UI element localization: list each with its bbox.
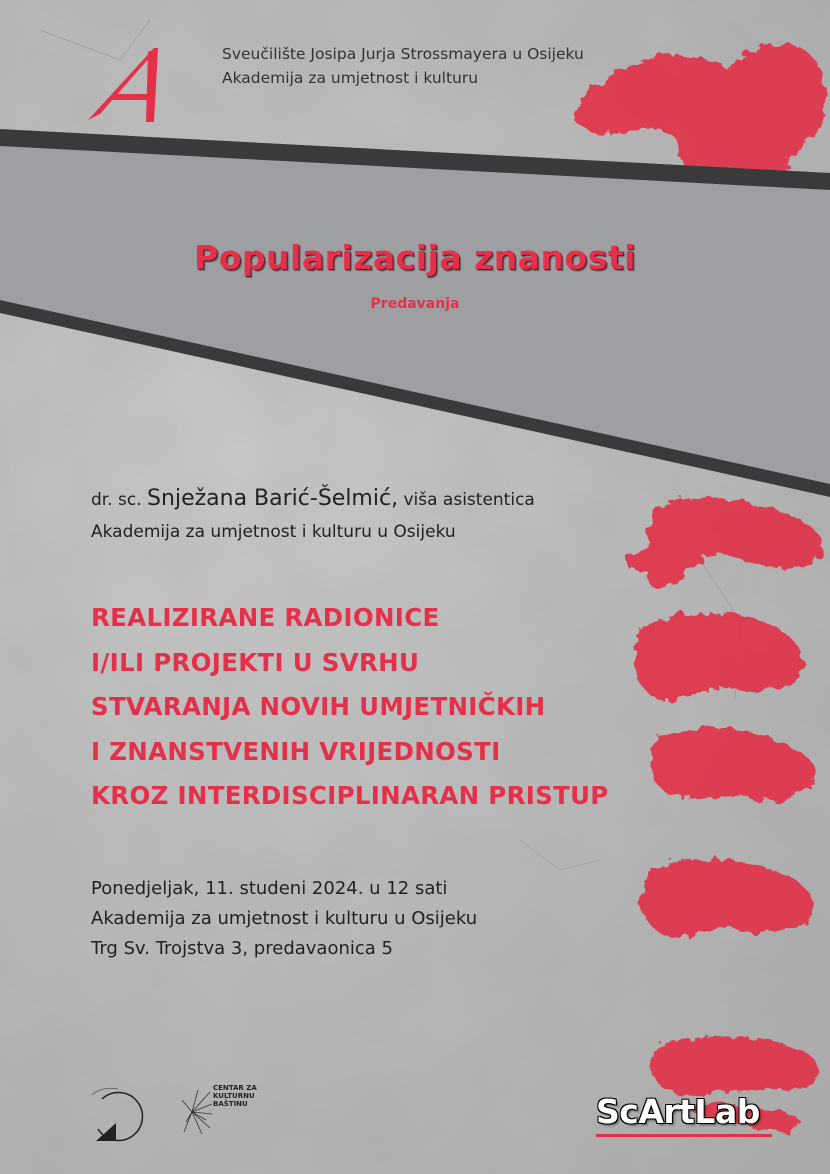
event-date: Ponedjeljak, 11. studeni 2024. u 12 sati [91,878,448,899]
university-name: Sveučilište Josipa Jurja Strossmayera u Osijeku [222,45,584,63]
series-subtitle: Predavanja [370,296,460,312]
circle-logo-icon [88,1085,152,1145]
scartlab-underline [596,1134,772,1137]
speaker-role: viša asistentica [403,490,535,510]
lecture-title-line: KROZ INTERDISCIPLINARAN PRISTUP [91,781,609,810]
academy-logo-icon [86,42,166,124]
series-title: Popularizacija znanosti [194,238,636,277]
lecture-title [91,596,609,819]
ckb-line: BAŠTINU [213,1100,248,1108]
lecture-title-line: REALIZIRANE RADIONICE [91,603,440,632]
institution-header [222,42,584,90]
speaker-name: Snježana Barić-Šelmić, [147,486,399,511]
ckb-logo-text [213,1084,257,1108]
speaker-line [91,486,535,511]
event-details [91,874,477,964]
scartlab-logo: ScArtLab [596,1092,760,1131]
ckb-line: CENTAR ZA [213,1084,257,1092]
ckb-line: KULTURNU [213,1092,255,1100]
academy-name: Akademija za umjetnost i kulturu [222,69,479,87]
lecture-title-line: I ZNANSTVENIH VRIJEDNOSTI [91,736,501,766]
event-venue: Akademija za umjetnost i kulturu u Osijeku [91,908,478,929]
speaker-prefix: dr. sc. [91,490,142,510]
lecture-title-line: I/ILI PROJEKTI U SVRHU [91,647,420,677]
lecture-title-line: STVARANJA NOVIH UMJETNIČKIH [91,692,546,721]
speaker-affiliation: Akademija za umjetnost i kulturu u Osijeku [91,522,456,542]
event-address: Trg Sv. Trojstva 3, predavaonica 5 [91,938,393,959]
